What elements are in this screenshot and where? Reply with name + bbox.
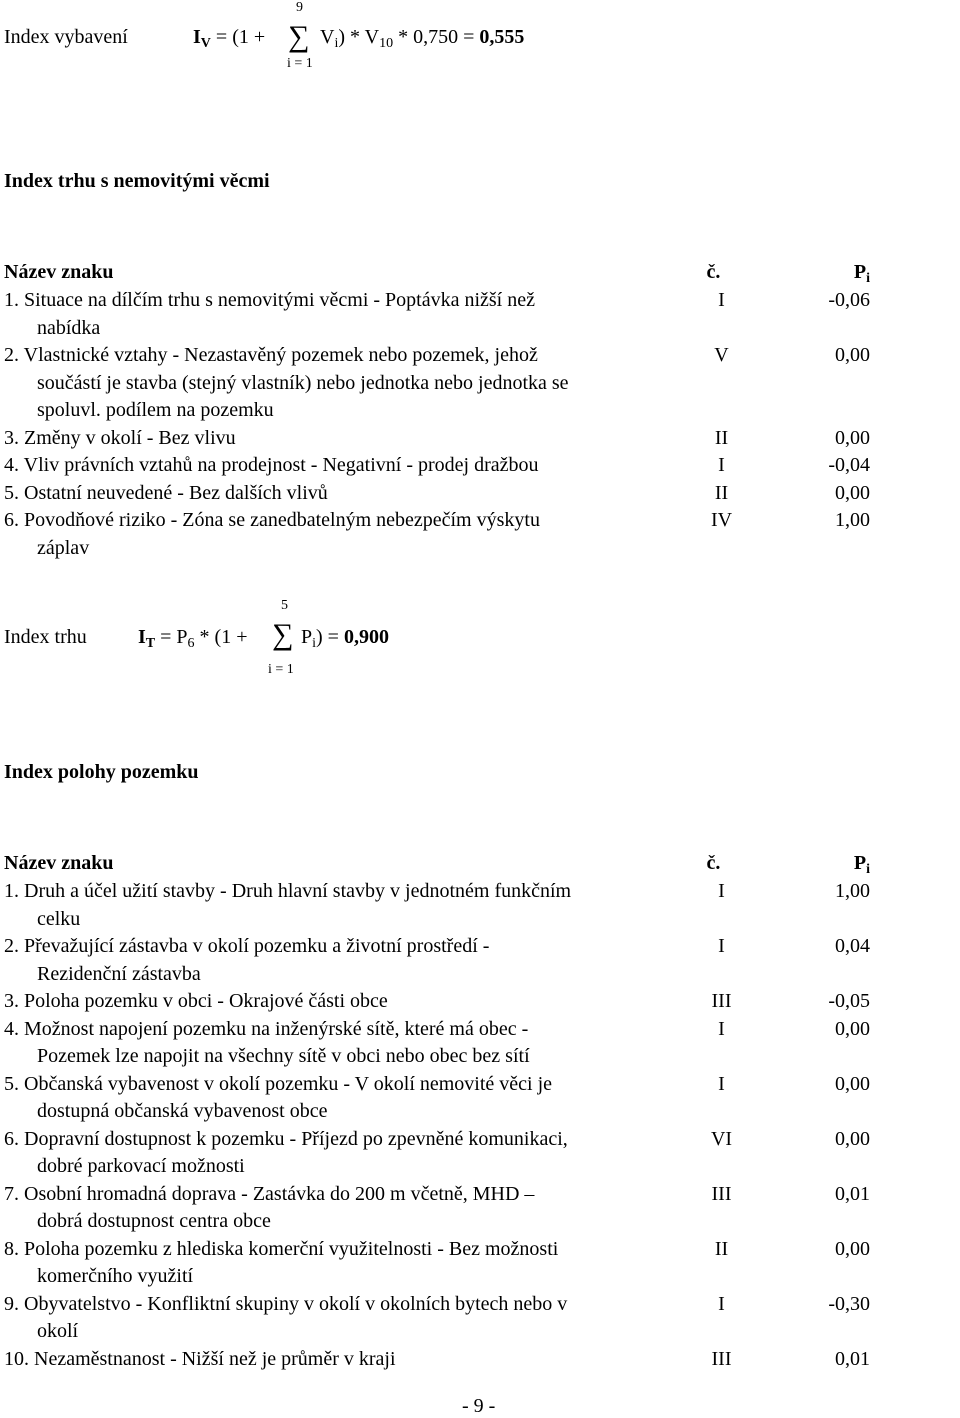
index-trhu-formula-rest — [301, 626, 389, 649]
row-number: VI — [710, 1127, 733, 1150]
formula-part: * 0,750 = — [398, 26, 475, 48]
index-trhu-formula — [138, 626, 248, 649]
row-label-line: 5. Občanská vybavenost v okolí pozemku - V okolí nemovité věci je — [4, 1072, 553, 1095]
formula-part: * (1 + — [199, 626, 248, 648]
row-value: 1,00 — [835, 880, 870, 902]
sum-symbol: ∑ — [272, 618, 294, 651]
row-value: 0,00 — [835, 1127, 870, 1150]
sum-upper-limit: 9 — [296, 0, 303, 15]
col-name-header: Název znaku — [4, 261, 114, 283]
row-value: -0,05 — [828, 990, 870, 1012]
row-number: V — [714, 344, 729, 366]
row-value: 0,00 — [835, 481, 870, 504]
row-label-line: 3. Změny v okolí - Bez vlivu — [4, 426, 236, 449]
index-vybaveni-formula-rest — [320, 26, 524, 49]
row-value: 0,00 — [835, 426, 870, 449]
row-value: 1,00 — [835, 509, 870, 531]
row-label-line: 3. Poloha pozemku v obci - Okrajové části obce — [4, 990, 388, 1012]
row-value: -0,30 — [828, 1292, 870, 1315]
row-label — [4, 342, 684, 425]
sum-upper-limit: 5 — [281, 598, 288, 613]
sum-symbol: ∑ — [288, 20, 310, 53]
row-label-line: 6. Dopravní dostupnost k pozemku - Příjezd po zpevněné komunikaci, — [4, 1127, 568, 1150]
row-value: -0,04 — [828, 454, 870, 476]
row-label — [4, 1071, 684, 1126]
row-label — [4, 1236, 684, 1291]
row-label — [4, 1346, 684, 1374]
row-label — [4, 425, 684, 453]
row-number: III — [711, 990, 732, 1012]
row-number: III — [711, 1182, 732, 1205]
row-number: I — [718, 935, 725, 957]
page-number: - 9 - — [462, 1395, 496, 1417]
row-label — [4, 1126, 684, 1181]
row-number: I — [718, 1017, 725, 1040]
row-label-line: 2. Vlastnické vztahy - Nezastavěný pozemek nebo pozemek, jehož — [4, 344, 538, 366]
col-num-header: č. — [706, 261, 721, 283]
formula-p6-sub: 6 — [187, 636, 195, 651]
formula-lhs-sub: V — [200, 36, 211, 51]
col-p-header: $P_i$ — [853, 852, 870, 877]
formula-p-sub: i — [312, 636, 317, 651]
row-label — [4, 507, 684, 562]
row-label-line: Pozemek lze napojit na všechny sítě v obci nebo obec bez sítí — [37, 1045, 530, 1067]
formula-part: = P — [160, 626, 188, 648]
row-number: I — [718, 1072, 725, 1095]
row-value: 0,00 — [835, 1237, 870, 1260]
row-label-line: okolí — [37, 1320, 79, 1342]
formula-lhs-sub: T — [145, 636, 156, 651]
row-number: I — [718, 1292, 725, 1315]
section-heading-poloha: Index polohy pozemku — [4, 761, 199, 783]
sum-lower-limit: i = 1 — [287, 56, 313, 71]
row-label — [4, 452, 684, 480]
formula-v-sub: i — [334, 36, 339, 51]
row-value: -0,06 — [828, 289, 870, 311]
row-value: 0,04 — [835, 935, 870, 957]
row-label-line: dobrá dostupnost centra obce — [37, 1210, 271, 1232]
index-vybaveni-result: 0,555 — [479, 26, 525, 48]
formula-part: ) * V — [338, 26, 380, 48]
row-label-line: 1. Situace na dílčím trhu s nemovitými věcmi - Poptávka nižší než — [4, 289, 535, 311]
formula-lhs: I — [138, 626, 146, 648]
row-label-line: spoluvl. podílem na pozemku — [37, 399, 274, 421]
row-label-line: dostupná občanská vybavenost obce — [37, 1100, 328, 1122]
row-value: 0,01 — [835, 1347, 870, 1370]
row-label-line: komerčního využití — [37, 1265, 194, 1287]
row-value: 0,00 — [835, 1072, 870, 1095]
row-number: I — [718, 880, 725, 902]
row-label-line: Rezidenční zástavba — [37, 962, 201, 985]
row-label — [4, 480, 684, 508]
row-label-line: 8. Poloha pozemku z hlediska komerční využitelnosti - Bez možnosti — [4, 1237, 559, 1260]
formula-lhs: I — [193, 26, 201, 48]
row-number: II — [714, 1237, 729, 1260]
formula-part: = (1 + — [215, 26, 266, 48]
col-num-header: č. — [706, 852, 721, 874]
row-value: 0,00 — [835, 344, 870, 366]
formula-v: V — [320, 26, 335, 48]
row-label — [4, 988, 684, 1016]
row-number: I — [718, 289, 725, 311]
index-trhu-label: Index trhu — [4, 626, 87, 648]
row-number: III — [711, 1347, 732, 1370]
row-value: 0,00 — [835, 1017, 870, 1040]
row-label-line: 4. Možnost napojení pozemku na inženýrské sítě, které má obec - — [4, 1017, 529, 1040]
row-label-line: 4. Vliv právních vztahů na prodejnost - Negativní - prodej dražbou — [4, 454, 539, 476]
row-number: II — [714, 481, 729, 504]
index-vybaveni-label: Index vybavení — [4, 26, 128, 48]
row-label-line: 5. Ostatní neuvedené - Bez dalších vlivů — [4, 481, 328, 504]
row-label-line: dobré parkovací možnosti — [37, 1155, 245, 1177]
row-value: 0,01 — [835, 1182, 870, 1205]
formula-v10-sub: 10 — [379, 36, 394, 51]
row-label-line: 10. Nezaměstnanost - Nižší než je průměr v kraji — [4, 1347, 396, 1370]
row-label-line: nabídka — [37, 316, 101, 339]
row-label-line: 1. Druh a účel užití stavby - Druh hlavní stavby v jednotném funkčním — [4, 880, 572, 902]
row-label-line: 7. Osobní hromadná doprava - Zastávka do 200 m včetně, MHD – — [4, 1182, 535, 1205]
index-trhu-result: 0,900 — [343, 626, 389, 648]
formula-p: P — [301, 626, 313, 648]
row-label — [4, 878, 684, 933]
row-number: I — [718, 454, 725, 476]
row-label — [4, 1181, 684, 1236]
col-p-header: $P_i$ — [853, 261, 870, 286]
row-label-line: součástí je stavba (stejný vlastník) nebo jednotka nebo jednotka se — [37, 371, 569, 394]
index-vybaveni-formula — [193, 26, 265, 49]
sum-lower-limit: i = 1 — [268, 662, 294, 677]
row-number: IV — [710, 509, 733, 531]
row-label — [4, 933, 684, 988]
formula-part: ) = — [316, 626, 339, 648]
section-heading-trh: Index trhu s nemovitými věcmi — [4, 170, 270, 192]
row-label-line: 2. Převažující zástavba v okolí pozemku a životní prostředí - — [4, 935, 490, 957]
row-label — [4, 1291, 684, 1346]
row-number: II — [714, 426, 729, 449]
col-name-header: Název znaku — [4, 852, 114, 874]
row-label — [4, 287, 684, 342]
row-label-line: celku — [37, 907, 81, 930]
row-label-line: záplav — [37, 536, 90, 559]
row-label-line: 9. Obyvatelstvo - Konfliktní skupiny v okolí v okolních bytech nebo v — [4, 1292, 568, 1315]
row-label — [4, 1016, 684, 1071]
row-label-line: 6. Povodňové riziko - Zóna se zanedbatelným nebezpečím výskytu — [4, 509, 540, 531]
